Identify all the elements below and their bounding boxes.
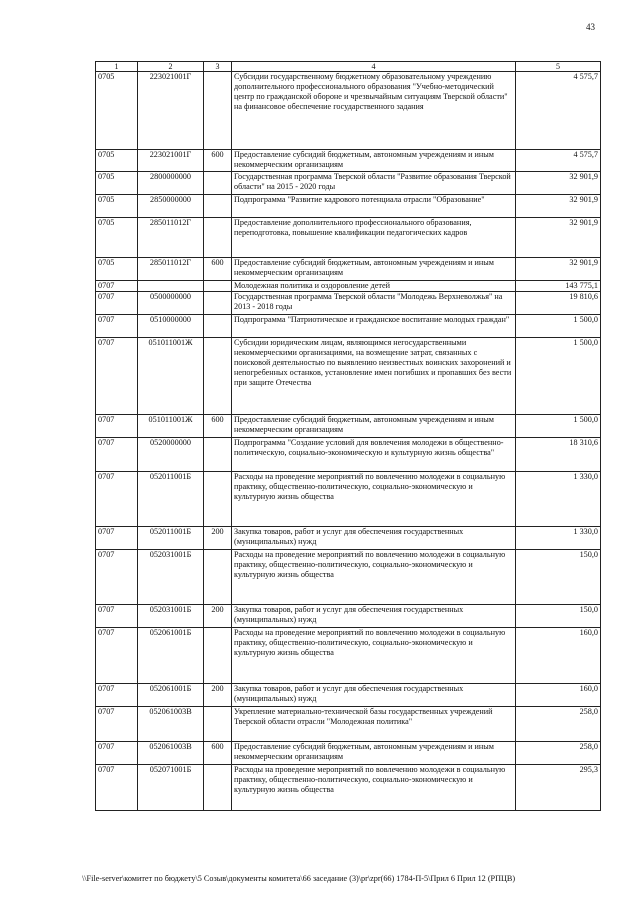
expense-kind-cell: [204, 292, 232, 315]
table-row: [96, 438, 601, 472]
section-code-cell: 0707: [96, 742, 138, 765]
section-code-cell: 0705: [96, 258, 138, 281]
item-name-cell: Государственная программа Тверской области "Развитие образования Тверской области" на 2015 - 2020 годы: [232, 172, 516, 195]
amount-cell: 160,0: [516, 628, 601, 684]
table-row: [96, 527, 601, 550]
amount-cell: 258,0: [516, 707, 601, 742]
table-row: [96, 472, 601, 527]
footer-file-path: \\File-server\комитет по бюджету\5 Созыв\документы комитета\66 заседание (3)\pr\zpr(66) 1784-П-5\Прил 6 Прил 12 (РПЦВ): [82, 874, 516, 883]
item-name-cell: Предоставление субсидий бюджетным, автономным учреждениям и иным некоммерческим организациям: [232, 742, 516, 765]
target-code-cell: 0520000000: [138, 438, 204, 472]
amount-cell: 1 500,0: [516, 415, 601, 438]
item-name-cell: Подпрограмма "Развитие кадрового потенциала отрасли "Образование": [232, 195, 516, 218]
expense-kind-cell: [204, 550, 232, 605]
table-row: [96, 281, 601, 292]
page-number: 43: [586, 22, 595, 32]
table-row: [96, 742, 601, 765]
column-header-2: 2: [138, 62, 204, 72]
expense-kind-cell: [204, 707, 232, 742]
table-row: [96, 150, 601, 172]
table-row: [96, 218, 601, 258]
target-code-cell: 0510000000: [138, 315, 204, 338]
expense-kind-cell: [204, 338, 232, 415]
target-code-cell: 052061003В: [138, 742, 204, 765]
item-name-cell: Закупка товаров, работ и услуг для обеспечения государственных (муниципальных) нужд: [232, 527, 516, 550]
amount-cell: 32 901,9: [516, 258, 601, 281]
target-code-cell: 052031001Б: [138, 605, 204, 628]
section-code-cell: 0707: [96, 684, 138, 707]
section-code-cell: 0707: [96, 415, 138, 438]
section-code-cell: 0705: [96, 218, 138, 258]
section-code-cell: 0707: [96, 338, 138, 415]
amount-cell: 295,3: [516, 765, 601, 811]
column-header-1: 1: [96, 62, 138, 72]
amount-cell: 32 901,9: [516, 195, 601, 218]
target-code-cell: 052011001Б: [138, 472, 204, 527]
amount-cell: 143 775,1: [516, 281, 601, 292]
table-row: [96, 72, 601, 150]
header-row: [96, 62, 601, 72]
expense-kind-cell: [204, 765, 232, 811]
expense-kind-cell: 200: [204, 527, 232, 550]
section-code-cell: 0707: [96, 765, 138, 811]
table-row: [96, 315, 601, 338]
amount-cell: 32 901,9: [516, 172, 601, 195]
amount-cell: 1 500,0: [516, 338, 601, 415]
table-row: [96, 415, 601, 438]
item-name-cell: Расходы на проведение мероприятий по вовлечению молодежи в социальную практику, общественно-политическую, социально-экономическую и культурную жизнь общества: [232, 472, 516, 527]
column-header-4: 4: [232, 62, 516, 72]
amount-cell: 4 575,7: [516, 72, 601, 150]
amount-cell: 4 575,7: [516, 150, 601, 172]
table-header: [96, 62, 601, 72]
section-code-cell: 0705: [96, 150, 138, 172]
item-name-cell: Государственная программа Тверской области "Молодежь Верхневолжья" на 2013 - 2018 годы: [232, 292, 516, 315]
amount-cell: 19 810,6: [516, 292, 601, 315]
amount-cell: 1 500,0: [516, 315, 601, 338]
item-name-cell: Предоставление субсидий бюджетным, автономным учреждениям и иным некоммерческим организациям: [232, 258, 516, 281]
target-code-cell: 052061001Б: [138, 628, 204, 684]
amount-cell: 160,0: [516, 684, 601, 707]
expense-kind-cell: [204, 195, 232, 218]
item-name-cell: Предоставление субсидий бюджетным, автономным учреждениям и иным некоммерческим организациям: [232, 150, 516, 172]
target-code-cell: 052061001Б: [138, 684, 204, 707]
expense-kind-cell: [204, 281, 232, 292]
table-row: [96, 338, 601, 415]
expense-kind-cell: [204, 628, 232, 684]
item-name-cell: Предоставление субсидий бюджетным, автономным учреждениям и иным некоммерческим организациям: [232, 415, 516, 438]
item-name-cell: Субсидии государственному бюджетному образовательному учреждению дополнительного профессионального образования "Учебно-методический центр по гражданской обороне и чрезвычайным ситуациям Тверской области" на финансовое обеспечение государственного задания: [232, 72, 516, 150]
table-row: [96, 195, 601, 218]
expense-kind-cell: 600: [204, 742, 232, 765]
target-code-cell: 0500000000: [138, 292, 204, 315]
amount-cell: 18 310,6: [516, 438, 601, 472]
table-row: [96, 258, 601, 281]
item-name-cell: Молодежная политика и оздоровление детей: [232, 281, 516, 292]
expense-kind-cell: [204, 218, 232, 258]
amount-cell: 1 330,0: [516, 472, 601, 527]
expense-kind-cell: [204, 172, 232, 195]
table-row: [96, 765, 601, 811]
table-row: [96, 605, 601, 628]
item-name-cell: Расходы на проведение мероприятий по вовлечению молодежи в социальную практику, общественно-политическую, социально-экономическую и культурную жизнь общества: [232, 765, 516, 811]
target-code-cell: 2800000000: [138, 172, 204, 195]
item-name-cell: Подпрограмма "Патриотическое и гражданское воспитание молодых граждан": [232, 315, 516, 338]
target-code-cell: 285011012Г: [138, 258, 204, 281]
expense-kind-cell: 200: [204, 684, 232, 707]
item-name-cell: Закупка товаров, работ и услуг для обеспечения государственных (муниципальных) нужд: [232, 605, 516, 628]
expense-kind-cell: 600: [204, 150, 232, 172]
section-code-cell: 0707: [96, 628, 138, 684]
target-code-cell: 223021001Г: [138, 72, 204, 150]
target-code-cell: 2850000000: [138, 195, 204, 218]
column-header-5: 5: [516, 62, 601, 72]
item-name-cell: Предоставление дополнительного профессионального образования, переподготовка, повышение квалификации педагогических кадров: [232, 218, 516, 258]
table-row: [96, 292, 601, 315]
target-code-cell: 223021001Г: [138, 150, 204, 172]
target-code-cell: 051011001Ж: [138, 338, 204, 415]
item-name-cell: Подпрограмма "Создание условий для вовлечения молодежи в общественно-политическую, социально-экономическую и культурную жизнь общества": [232, 438, 516, 472]
target-code-cell: 051011001Ж: [138, 415, 204, 438]
table-body: [96, 72, 601, 811]
table-row: [96, 684, 601, 707]
table-row: [96, 628, 601, 684]
target-code-cell: [138, 281, 204, 292]
section-code-cell: 0707: [96, 527, 138, 550]
item-name-cell: Закупка товаров, работ и услуг для обеспечения государственных (муниципальных) нужд: [232, 684, 516, 707]
table-row: [96, 172, 601, 195]
item-name-cell: Расходы на проведение мероприятий по вовлечению молодежи в социальную практику, общественно-политическую, социально-экономическую и культурную жизнь общества: [232, 550, 516, 605]
section-code-cell: 0707: [96, 438, 138, 472]
amount-cell: 150,0: [516, 605, 601, 628]
section-code-cell: 0707: [96, 315, 138, 338]
item-name-cell: Субсидии юридическим лицам, являющимся негосударственными некоммерческими организациями, на возмещение затрат, связанных с поисковой деятельностью по выявлению неизвестных воинских захоронений и непогребенных останков, установление имен погибших и пропавших без вести при защите Отечества: [232, 338, 516, 415]
amount-cell: 32 901,9: [516, 218, 601, 258]
expense-kind-cell: [204, 72, 232, 150]
expense-kind-cell: [204, 472, 232, 527]
section-code-cell: 0707: [96, 281, 138, 292]
expense-kind-cell: 200: [204, 605, 232, 628]
section-code-cell: 0707: [96, 550, 138, 605]
target-code-cell: 052011001Б: [138, 527, 204, 550]
item-name-cell: Укрепление материально-технической базы государственных учреждений Тверской области отрасли "Молодежная политика": [232, 707, 516, 742]
amount-cell: 258,0: [516, 742, 601, 765]
expense-kind-cell: [204, 315, 232, 338]
target-code-cell: 052031001Б: [138, 550, 204, 605]
table-row: [96, 550, 601, 605]
expense-kind-cell: [204, 438, 232, 472]
column-header-3: 3: [204, 62, 232, 72]
expense-kind-cell: 600: [204, 415, 232, 438]
table-row: [96, 707, 601, 742]
target-code-cell: 285011012Г: [138, 218, 204, 258]
section-code-cell: 0707: [96, 292, 138, 315]
section-code-cell: 0705: [96, 72, 138, 150]
section-code-cell: 0707: [96, 707, 138, 742]
section-code-cell: 0705: [96, 172, 138, 195]
target-code-cell: 052061003В: [138, 707, 204, 742]
section-code-cell: 0707: [96, 472, 138, 527]
amount-cell: 1 330,0: [516, 527, 601, 550]
expense-kind-cell: 600: [204, 258, 232, 281]
budget-table: [95, 61, 601, 811]
item-name-cell: Расходы на проведение мероприятий по вовлечению молодежи в социальную практику, общественно-политическую, социально-экономическую и культурную жизнь общества: [232, 628, 516, 684]
section-code-cell: 0707: [96, 605, 138, 628]
section-code-cell: 0705: [96, 195, 138, 218]
amount-cell: 150,0: [516, 550, 601, 605]
target-code-cell: 052071001Б: [138, 765, 204, 811]
